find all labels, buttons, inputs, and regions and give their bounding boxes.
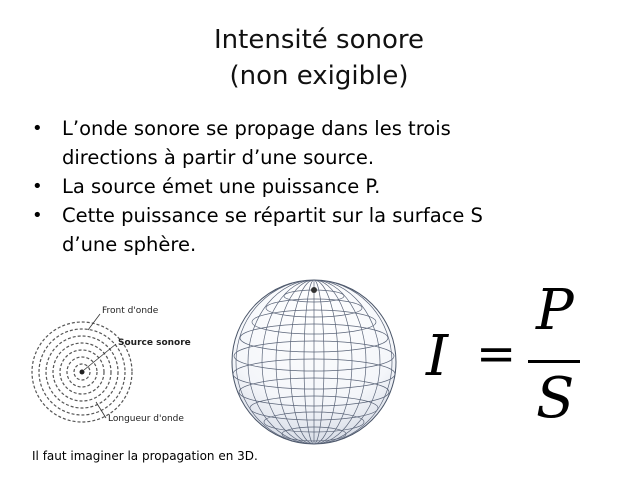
bullet-item [30,172,610,201]
bullet-text: d’une sphère. [62,233,197,256]
slide-title-line1: Intensité sonore [214,25,424,55]
wavefront-diagram [30,300,230,450]
formula-lhs: I [426,324,449,389]
fraction-bar [528,360,580,363]
caption: Il faut imaginer la propagation en 3D. [32,449,258,463]
slide-title-line2: (non exigible) [229,61,409,91]
bullet-list [30,114,610,259]
bullet-text: directions à partir d’une source. [62,146,375,169]
bullet-item [30,201,610,259]
formula-equals: = [476,326,517,382]
source-label: Source sonore [118,338,191,348]
front-label: Front d'onde [102,306,159,316]
bullet-dot-icon: • [32,205,43,226]
bullet-dot-icon: • [32,176,43,197]
bullet-text: La source émet une puissance P. [62,175,381,198]
sphere-grid-icon [228,276,400,448]
bullet-dot-icon: • [32,118,43,139]
concentric-circles-image [30,300,230,450]
bullet-text: Cette puissance se répartit sur la surface S [62,204,483,227]
sphere-image [228,276,400,448]
bullet-item [30,114,610,172]
formula-numerator: P [536,278,574,343]
wavelength-label: Longueur d'onde [108,414,184,424]
intensity-formula [420,278,600,438]
slide-title [0,22,638,94]
bullet-text: L’onde sonore se propage dans les trois [62,117,451,140]
formula-denominator: S [536,366,575,431]
